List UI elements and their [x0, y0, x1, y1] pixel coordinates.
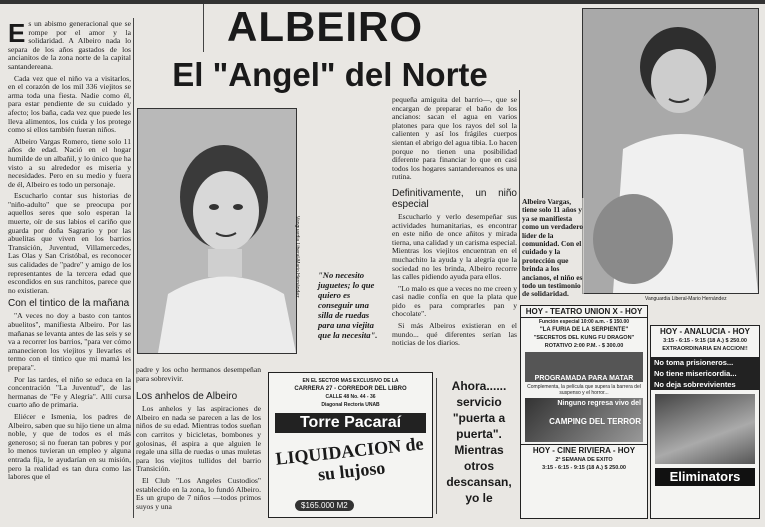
ad-line: CALLE 48 No. 44 - 36: [325, 394, 376, 400]
column-rule: [519, 90, 520, 300]
boy-portrait-illustration: [138, 109, 296, 353]
ad-teatro-union: [520, 305, 648, 519]
photo-credit: Vanguardia Liberal-Mario Hernández: [294, 216, 300, 298]
ad-image: [525, 398, 643, 442]
ad-line: Ninguno regresa vivo del: [557, 400, 641, 407]
ad-title: HOY - TEATRO UNION X - HOY: [521, 306, 647, 318]
photo-albeiro-portrait: [137, 108, 297, 354]
paragraph: Escucharlo contar sus historias de "niño-adulto" que se preocupa por aquellos seres que solo esperan la muerte, oír de sus labios el cariño que guarda por doña Sagrario y por las abuelitas que viven en los barrios Transición, Juventud, Villamercedes, Las Olas y San Cristóbal, es reconocer sus calidades de "padre" y amigo de los representantes de la tercera edad que escondidos en sus ranchitos, parece que no existieran.: [8, 191, 131, 295]
article-column-1: [8, 20, 131, 485]
headline-title: ALBEIRO: [227, 3, 423, 50]
ad-image: [525, 352, 643, 382]
paragraph: Por las tardes, el niño se educa en la concentración "La Juventud", de las hermanas de "Fe y Alegría". Allí cursa cuarto año de primaria.: [8, 374, 131, 410]
ad-line: Diagonal Rectoría UNAB: [321, 402, 380, 408]
ad-line: Función especial 10:00 a.m. - $ 150.00: [538, 319, 630, 325]
section-heading: Con el tintico de la mañana: [8, 298, 130, 310]
ad-line: EXTRAORDINARIA EN ACCION!!: [662, 346, 748, 352]
ad-line: "SECRETOS DEL KUNG FU DRAGON": [533, 335, 635, 341]
article-column-3: [392, 96, 517, 351]
ad-price: $165.000 M2: [295, 500, 354, 511]
ad-promo: LIQUIDACION de su lujoso: [274, 433, 425, 485]
section-heading: Los anhelos de Albeiro: [136, 391, 238, 403]
photo-caption: Albeiro Vargas, tiene solo 11 años y ya se manifiesta como un verdadero líder de la comunidad. Con el cuidado y la protección que brinda a los ancianos, el niño es todo un testimonio de solidaridad.: [522, 197, 584, 299]
ad-brand: Torre Pacaraí: [275, 413, 426, 433]
ad-tag: No deja sobrevivientes: [651, 379, 759, 390]
ad-tag: No toma prisioneros...: [651, 357, 759, 368]
paragraph: "A veces no doy a basto con tantos abuelitos", manifiesta Albeiro. Por las mañanas se levanta antes de las seis y se va a recorrer los barrios, "para ver cómo amanecieron los viejitos y llevarles el termo con el tintico que mi mamá les prepara".: [8, 311, 131, 372]
drop-cap: E: [8, 18, 26, 48]
ad-line: 3:15 - 6:15 - 9:15 (18 A.) $ 250.00: [663, 338, 747, 344]
ad-footer: HOY - CINE RIVIERA - HOY: [521, 444, 647, 456]
ad-line: "LA FURIA DE LA SERPIENTE": [539, 327, 629, 333]
column-rule: [133, 18, 134, 518]
ad-analucia: [650, 325, 760, 519]
ad-line: ROTATIVO 2:00 P.M. - $ 300.00: [544, 343, 624, 349]
ad-line: CARRERA 27 - CORREDOR DEL LIBRO: [294, 386, 407, 392]
ad-line: EN EL SECTOR MAS EXCLUSIVO DE LA: [302, 378, 399, 384]
paragraph: Cada vez que el niño va a visitarlos, en el corazón de los mil 336 viejitos se arma toda una fiesta. Nadie como él, para estar pendiente de su cuidado y afecto; los baña, cada vez que puede les lleva alimentos, los cuida y los protege como si ellos también fueran niños.: [8, 73, 131, 135]
paragraph: "Lo malo es que a veces no me creen y casi nadie confía en que la plata que pido es para comprarles pan y chocolate".: [392, 283, 517, 319]
ad-line: CAMPING DEL TERROR: [549, 417, 641, 426]
photo-caption: "No necesito juguetes; lo que quiero es conseguir una silla de ruedas para una viejita que la necesita".: [318, 270, 378, 340]
ad-line: PROGRAMADA PARA MATAR: [534, 375, 634, 382]
paragraph: pequeña amiguita del barrio—, que se encargan de preparar el baño de los ancianos: sacan el agua en varios platones para que los rayos del sol la calienten y así los frágiles cuerpos sientan el abrigo del agua tibia. Lo hacen porque no tienen una posibilidad diferente para financiar lo que en casi todos los hogares santandereanos es una rutina.: [392, 95, 517, 182]
paragraph: Albeiro Vargas Romero, tiene solo 11 años de edad. Nació en el hogar humilde de un albañil, y lo único que ha visto a su alrededor es miseria y necesidades. Pero en su medio y fuera de él, Albeiro es todo un personaje.: [8, 136, 131, 189]
headline-subtitle: El "Angel" del Norte: [172, 56, 488, 93]
photo-albeiro-with-elder: [582, 8, 759, 294]
ad-tag: No tiene misericordia...: [651, 368, 759, 379]
ad-line: Complementa, la película que supera la barrera del suspenso y el horror...: [527, 384, 641, 396]
paragraph: Escucharlo y verlo desempeñar sus actividades humanitarias, es encontrar en este niño de once añitos y mirada tierna, una calidad y un carisma especial. Mientras los viejitos encuentran en el muchachito la ayuda y la alegría que la sociedad no les brinda, Albeiro recorre las calles pidiendo ayuda para ellos.: [392, 211, 517, 282]
ad-text: Ahora...... servicio "puerta a puerta". Mientras otros descansan, yo le: [446, 379, 512, 505]
ad-service-puerta-a-puerta: [436, 378, 517, 514]
ad-title: HOY - ANALUCIA - HOY: [660, 327, 750, 336]
ad-line: 2ª SEMANA DE EXITO: [555, 457, 613, 463]
paragraph: El Club "Los Angeles Custodios" establecido en la zona, lo fundó Albeiro. Es un grupo de 7 niños —todos primos suyos y una: [136, 475, 261, 511]
section-heading: Definitivamente, un niño especial: [392, 187, 517, 210]
ad-torre-pacarai: [268, 372, 433, 518]
article-column-2: [136, 366, 261, 514]
lead-paragraph: s un abismo generacional que se rompe por el amor y la solidaridad. A Albeiro nada lo separa de los años gastados de los ancianitos de la zona norte de la capital santandereana.: [8, 19, 131, 71]
ad-brand: Eliminators: [655, 468, 755, 486]
paragraph: padre y los ocho hermanos desempeñan para sobrevivir.: [136, 365, 261, 383]
ad-image: [655, 394, 755, 464]
boy-and-elder-illustration: [583, 9, 758, 293]
paragraph: Eliécer e Ismenia, los padres de Albeiro, saben que su hijo tiene un alma noble, y que de todos es el más generoso; si no fueran tan pobres y por lo menos tuvieran un empleo y alguna entrada fija, le ayudarían en su misión, pero la realidad es tan dura como las labores que el: [8, 411, 131, 482]
column-rule: [203, 4, 204, 52]
paragraph: Si más Albeiros existieran en el mundo... qué diferentes serían las noticias de los diarios.: [392, 321, 517, 348]
ad-line: 3:15 - 6:15 - 9:15 (18 A.) $ 250.00: [542, 465, 626, 471]
photo-credit: Vanguardia Liberal-Mario Hernández: [645, 296, 727, 302]
paragraph: Los anhelos y las aspiraciones de Albeiro en nada se parecen a las de los niños de su edad. Mientras todos sueñan con carritos y bicicletas, bombones y golosinas, él aspira a que alguien le regale una silla de ruedas o unas muletas para los viejitos tullidos del barrio Transición.: [136, 404, 261, 474]
